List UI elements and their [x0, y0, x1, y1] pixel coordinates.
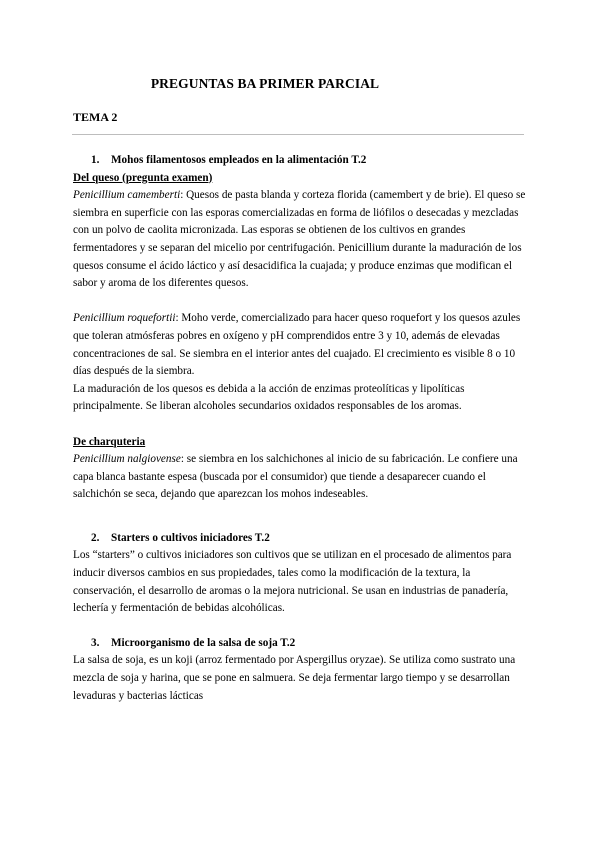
section-2-number: 2. — [91, 531, 100, 544]
paragraph-starters: Los “starters” o cultivos iniciadores son cultivos que se utilizan en el procesado de alimentos para inducir diversos cambios en sus propiedades, tales como la modificación de la textura, la conservación, el desarrollo de aromas o la mejora nutricional. Se usan en industrias de panadería, lechería y fermentación de bebidas alcohólicas. — [73, 549, 512, 615]
section-2-heading — [73, 530, 527, 548]
nalgiovense-text: : se siembra en los salchichones al inicio de su fabricación. Le confiere una capa blanca bastante espesa (buscada por el consumidor) que tiende a desaparecer cuando el salchichón se seca, dejando que aparezcan los mohos indeseables. — [73, 453, 518, 501]
section-1-heading — [73, 152, 527, 170]
document-body — [73, 152, 527, 705]
section-1-number: 1. — [91, 154, 100, 166]
horizontal-divider — [72, 134, 524, 135]
species-camemberti: Penicillium camemberti — [73, 189, 181, 202]
section-3-heading — [73, 635, 527, 653]
paragraph-nalgiovense — [73, 451, 527, 504]
subheading-queso: Del queso (pregunta examen) — [73, 171, 213, 184]
paragraph-roquefortii — [73, 310, 527, 380]
paragraph-salsa-soja: La salsa de soja, es un koji (arroz fermentado por Aspergillus oryzae). Se utiliza como sustrato una mezcla de soja y harina, que se pone en salmuera. Se deja fermentar largo tiempo y se desarrollan levaduras y bacterias lácticas — [73, 654, 516, 702]
roquefortii-text: : Moho verde, comercializado para hacer queso roquefort y los quesos azules que toleran atmósferas pobres en oxígeno y pH comprendidos entre 3 y 10, además de elevadas concentraciones de sal. Se siembra en el interior antes del cuajado. El crecimiento es visible 8 o 10 días después de la siembra. — [73, 312, 521, 378]
paragraph-camemberti — [73, 187, 527, 293]
tema-label: TEMA 2 — [73, 110, 118, 124]
document-title: PREGUNTAS BA PRIMER PARCIAL — [150, 76, 380, 91]
species-roquefortii: Penicillium roquefortii — [73, 312, 176, 325]
paragraph-maduracion: La maduración de los quesos es debida a la acción de enzimas proteolíticas y lipolíticas principalmente. Se liberan alcoholes secundarios oxidados responsables de los aromas. — [73, 382, 465, 413]
camemberti-text: : Quesos de pasta blanda y corteza florida (camembert y de brie). El queso se siembra en superficie con las esporas comercializadas en forma de liófilos o desecadas y mezcladas con un polvo de caolita micronizada. Las esporas se obtienen de los cultivos en grandes fermentadores y se separan del micelio por centrifugación. Penicillium durante la maduración de los quesos consume el ácido láctico y así desacidifica la cuajada; y produce enzimas que modifican el sabor y aroma de los diferentes quesos. — [73, 189, 526, 290]
section-3-number: 3. — [91, 636, 100, 649]
section-2-heading-text: Starters o cultivos iniciadores T.2 — [111, 531, 270, 544]
section-3-heading-text: Microorganismo de la salsa de soja T.2 — [111, 636, 296, 649]
species-nalgiovense: Penicillium nalgiovense — [73, 453, 181, 466]
section-1-heading-text: Mohos filamentosos empleados en la alimentación T.2 — [111, 154, 367, 166]
subheading-charquteria: De charquteria — [73, 435, 146, 448]
